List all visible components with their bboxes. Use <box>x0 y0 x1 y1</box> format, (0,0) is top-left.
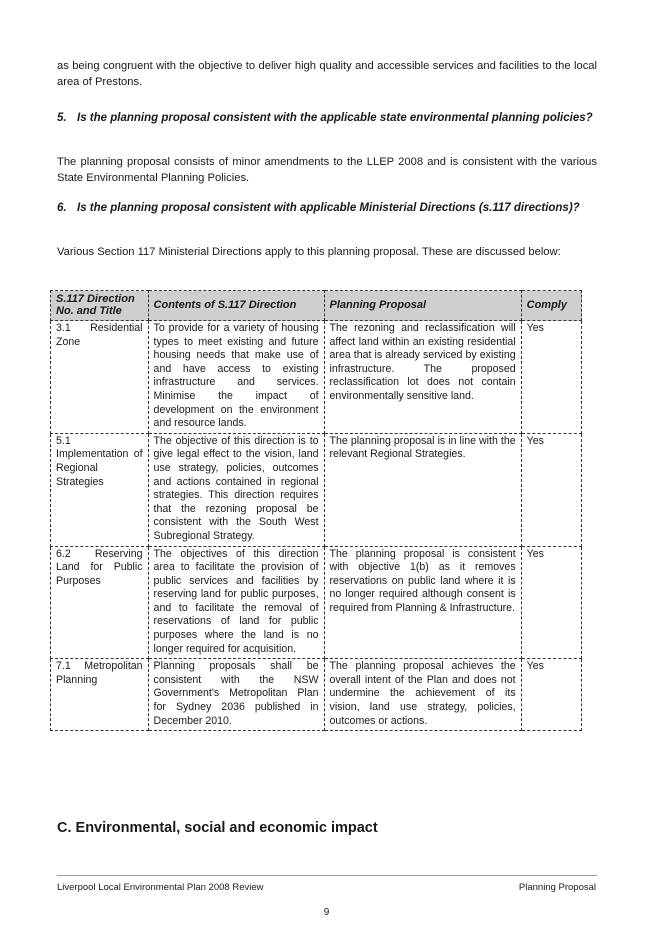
cell-comply: Yes <box>521 433 581 546</box>
table-header-row <box>51 291 582 321</box>
cell-proposal: The rezoning and reclassification will affect land within an existing residential area that is already serviced by existing infrastructure. The proposed reclassification lot does not contain environmentally sensitive land. <box>324 321 521 434</box>
cell-direction: 7.1 Metropolitan Planning <box>51 659 149 731</box>
header-proposal: Planning Proposal <box>324 291 521 321</box>
cell-direction: 3.1 Residential Zone <box>51 321 149 434</box>
cell-direction: 5.1 Implementation of Regional Strategies <box>51 433 149 546</box>
footer-document-type: Planning Proposal <box>518 882 596 893</box>
question-5 <box>57 111 597 126</box>
header-direction: S.117 Direction No. and Title <box>51 291 149 321</box>
table-row <box>51 659 582 731</box>
cell-direction: 6.2 Reserving Land for Public Purposes <box>51 546 149 659</box>
question-6-answer: Various Section 117 Ministerial Directions apply to this planning proposal. These are discussed below: <box>57 246 561 258</box>
header-contents: Contents of S.117 Direction <box>148 291 324 321</box>
question-5-number: 5. <box>57 112 67 124</box>
table-row <box>51 546 582 659</box>
cell-proposal: The planning proposal achieves the overall intent of the Plan and does not undermine the achievement of its vision, land use strategy, policies, outcomes or actions. <box>324 659 521 731</box>
cell-contents: The objective of this direction is to give legal effect to the vision, land use strategy, policies, outcomes and actions contained in regional strategies. This direction requires that the rezoning proposal be consistent with the South West Subregional Strategy. <box>148 433 324 546</box>
question-6-number: 6. <box>57 202 67 214</box>
question-5-answer: The planning proposal consists of minor amendments to the LLEP 2008 and is consistent with the various State Environmental Planning Policies. <box>57 156 597 184</box>
cell-proposal: The planning proposal is in line with the relevant Regional Strategies. <box>324 433 521 546</box>
cell-comply: Yes <box>521 321 581 434</box>
cell-proposal: The planning proposal is consistent with objective 1(b) as it removes reservations on public land where it is no longer required although consent is required from Planning & Infrastructure. <box>324 546 521 659</box>
cell-comply: Yes <box>521 659 581 731</box>
cell-contents: Planning proposals shall be consistent with the NSW Government's Metropolitan Plan for Sydney 2036 published in December 2010. <box>148 659 324 731</box>
footer-divider <box>57 875 597 876</box>
cell-comply: Yes <box>521 546 581 659</box>
intro-paragraph: as being congruent with the objective to deliver high quality and accessible services and facilities to the local area of Prestons. <box>57 60 597 88</box>
table-row <box>51 433 582 546</box>
table-row <box>51 321 582 434</box>
footer-document-title: Liverpool Local Environmental Plan 2008 Review <box>57 882 264 893</box>
question-6 <box>57 201 597 216</box>
header-comply: Comply <box>521 291 581 321</box>
section-c-heading: C. Environmental, social and economic impact <box>57 820 378 836</box>
cell-contents: The objectives of this direction area to facilitate the provision of public services and facilities by reserving land for public purposes, and to facilitate the removal of reservations of land for public purposes where the land is no longer required for acquisition. <box>148 546 324 659</box>
s117-directions-table <box>50 290 582 731</box>
page-number: 9 <box>323 907 330 918</box>
question-5-text: Is the planning proposal consistent with the applicable state environmental planning policies? <box>77 112 593 124</box>
cell-contents: To provide for a variety of housing types to meet existing and future housing needs that make use of and have access to existing infrastructure and services. Minimise the impact of development on the environment and resource lands. <box>148 321 324 434</box>
question-6-text: Is the planning proposal consistent with applicable Ministerial Directions (s.117 directions)? <box>77 202 580 214</box>
